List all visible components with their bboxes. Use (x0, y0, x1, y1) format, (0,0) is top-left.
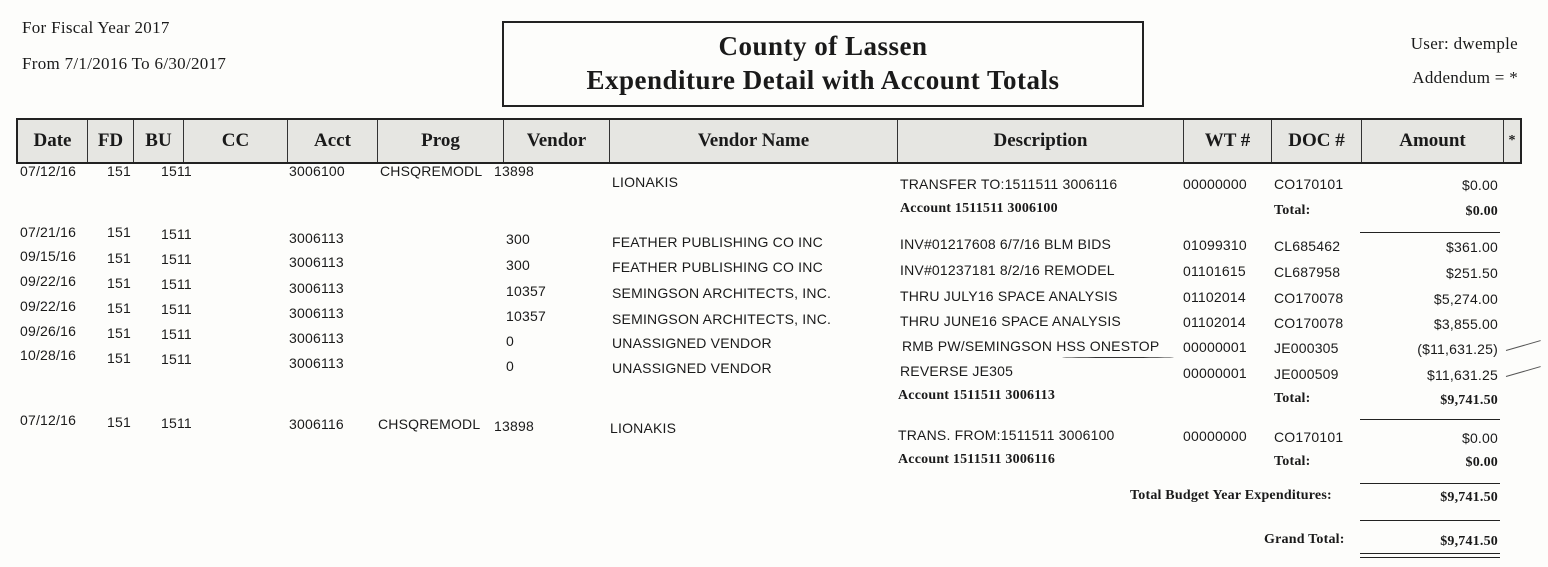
cell-date: 09/22/16 (20, 298, 77, 314)
cell-vendor-name: SEMINGSON ARCHITECTS, INC. (612, 311, 832, 327)
cell-amount: $11,631.25 (1426, 367, 1498, 383)
cell-acct: 3006113 (289, 280, 344, 296)
col-vendor-name: Vendor Name (610, 120, 898, 162)
cell-doc: CL685462 (1274, 238, 1341, 254)
cell-vendor-name: LIONAKIS (612, 174, 679, 190)
cell-bu: 1511 (161, 301, 192, 317)
cell-doc: CO170078 (1274, 290, 1344, 306)
cell-description: INV#01217608 6/7/16 BLM BIDS (900, 236, 1112, 252)
cell-description: TRANS. FROM:1511511 3006100 (898, 427, 1115, 443)
cell-fd: 151 (107, 325, 131, 341)
cell-prog: CHSQREMODL (380, 163, 483, 179)
col-doc: DOC # (1272, 120, 1362, 162)
cell-acct: 3006113 (289, 355, 344, 371)
cell-doc: CL687958 (1274, 264, 1341, 280)
budget-total-label: Total Budget Year Expenditures: (1130, 488, 1332, 503)
cell-acct: 3006113 (289, 330, 344, 346)
cell-vendor: 300 (506, 257, 530, 273)
user-label: User: dwemple (1410, 34, 1518, 53)
grand-total-amount: $9,741.50 (1440, 534, 1498, 549)
column-header-row (16, 118, 1522, 164)
col-description: Description (898, 120, 1184, 162)
cell-description: RMB PW/SEMINGSON HSS ONESTOP (902, 338, 1160, 354)
divider (1360, 520, 1500, 521)
cell-fd: 151 (107, 300, 131, 316)
cell-vendor-name: FEATHER PUBLISHING CO INC (612, 259, 823, 275)
grand-total-label: Grand Total: (1264, 532, 1345, 547)
cell-vendor: 10357 (506, 308, 546, 324)
cell-doc: JE000305 (1274, 340, 1339, 356)
col-amount: Amount (1362, 120, 1504, 162)
total-label: Total: (1274, 203, 1311, 218)
cell-vendor-name: UNASSIGNED VENDOR (612, 360, 772, 376)
cell-wt: 00000000 (1183, 176, 1247, 192)
cell-date: 09/22/16 (20, 273, 77, 289)
cell-amount: $361.00 (1445, 239, 1498, 255)
cell-description: THRU JULY16 SPACE ANALYSIS (900, 288, 1118, 304)
cell-date: 10/28/16 (20, 347, 77, 363)
cell-bu: 1511 (161, 415, 192, 431)
divider (1360, 483, 1500, 484)
cell-wt: 00000000 (1183, 428, 1247, 444)
account-total-amount: $9,741.50 (1440, 393, 1498, 408)
cell-amount: $251.50 (1445, 265, 1498, 281)
cell-doc: CO170101 (1274, 429, 1344, 445)
cell-doc: JE000509 (1274, 366, 1339, 382)
cell-description: INV#01237181 8/2/16 REMODEL (900, 262, 1115, 278)
budget-total-amount: $9,741.50 (1440, 490, 1498, 505)
fiscal-year: For Fiscal Year 2017 (22, 18, 170, 37)
col-prog: Prog (378, 120, 504, 162)
cell-wt: 01102014 (1183, 314, 1246, 330)
cell-fd: 151 (107, 163, 131, 179)
report-subtitle: Expenditure Detail with Account Totals (586, 65, 1060, 95)
cell-fd: 151 (107, 414, 131, 430)
cell-acct: 3006100 (289, 163, 345, 179)
account-total-amount: $0.00 (1465, 204, 1498, 219)
cell-acct: 3006113 (289, 305, 344, 321)
cell-vendor: 13898 (494, 163, 534, 179)
cell-vendor-name: FEATHER PUBLISHING CO INC (612, 234, 823, 250)
cell-vendor: 13898 (494, 418, 534, 434)
cell-fd: 151 (107, 224, 131, 240)
col-wt: WT # (1184, 120, 1272, 162)
col-vendor: Vendor (504, 120, 610, 162)
cell-vendor-name: LIONAKIS (610, 420, 677, 436)
cell-wt: 01099310 (1183, 237, 1247, 253)
account-total-label: Account 1511511 3006100 (900, 201, 1058, 216)
cell-date: 09/26/16 (20, 323, 77, 339)
cell-doc: CO170101 (1274, 176, 1344, 192)
cell-wt: 01102014 (1183, 289, 1246, 305)
col-bu: BU (134, 120, 184, 162)
cell-wt: 00000001 (1183, 365, 1247, 381)
cell-vendor: 0 (506, 358, 514, 374)
cell-wt: 01101615 (1183, 263, 1246, 279)
cell-fd: 151 (107, 275, 131, 291)
cell-acct: 3006113 (289, 254, 344, 270)
account-total-label: Account 1511511 3006113 (898, 388, 1056, 403)
cell-amount: $0.00 (1461, 430, 1498, 446)
total-label: Total: (1274, 454, 1311, 469)
cell-fd: 151 (107, 350, 131, 366)
handwritten-check-mark (1506, 366, 1541, 377)
period-range: From 7/1/2016 To 6/30/2017 (22, 54, 227, 73)
cell-bu: 1511 (161, 326, 192, 342)
cell-vendor: 10357 (506, 283, 546, 299)
cell-bu: 1511 (161, 351, 192, 367)
col-addendum: * (1508, 133, 1516, 148)
col-cc: CC (184, 120, 288, 162)
cell-amount: $5,274.00 (1433, 291, 1498, 307)
divider (1360, 419, 1500, 420)
double-underline (1360, 557, 1500, 558)
cell-acct: 3006113 (289, 230, 344, 246)
handwritten-check-mark (1506, 340, 1541, 351)
total-label: Total: (1274, 391, 1311, 406)
cell-prog: CHSQREMODL (378, 416, 481, 432)
col-acct: Acct (288, 120, 378, 162)
cell-description: REVERSE JE305 (900, 363, 1014, 379)
addendum-label: Addendum = * (1412, 68, 1518, 87)
cell-date: 07/12/16 (20, 412, 77, 428)
cell-bu: 1511 (161, 276, 192, 292)
cell-date: 07/12/16 (20, 163, 77, 179)
account-total-amount: $0.00 (1465, 455, 1498, 470)
report-title-box (502, 21, 1144, 107)
double-underline (1360, 553, 1500, 554)
cell-date: 09/15/16 (20, 248, 77, 264)
cell-acct: 3006116 (289, 416, 344, 432)
cell-amount: ($11,631.25) (1417, 341, 1498, 357)
cell-bu: 1511 (161, 226, 192, 242)
col-date: Date (18, 120, 88, 162)
report-title: County of Lassen (718, 31, 928, 61)
cell-description: TRANSFER TO:1511511 3006116 (900, 176, 1118, 192)
cell-date: 07/21/16 (20, 224, 77, 240)
divider (1360, 232, 1500, 233)
cell-bu: 1511 (161, 163, 192, 179)
cell-vendor-name: UNASSIGNED VENDOR (612, 335, 772, 351)
cell-doc: CO170078 (1274, 315, 1344, 331)
cell-vendor: 300 (506, 231, 530, 247)
account-total-label: Account 1511511 3006116 (898, 452, 1056, 467)
cell-amount: $3,855.00 (1433, 316, 1498, 332)
cell-vendor-name: SEMINGSON ARCHITECTS, INC. (612, 285, 832, 301)
cell-amount: $0.00 (1461, 177, 1498, 193)
cell-fd: 151 (107, 250, 131, 266)
cell-description: THRU JUNE16 SPACE ANALYSIS (900, 313, 1121, 329)
handwritten-underline (1062, 357, 1174, 358)
cell-vendor: 0 (506, 333, 514, 349)
cell-wt: 00000001 (1183, 339, 1247, 355)
cell-bu: 1511 (161, 251, 192, 267)
col-fd: FD (88, 120, 134, 162)
